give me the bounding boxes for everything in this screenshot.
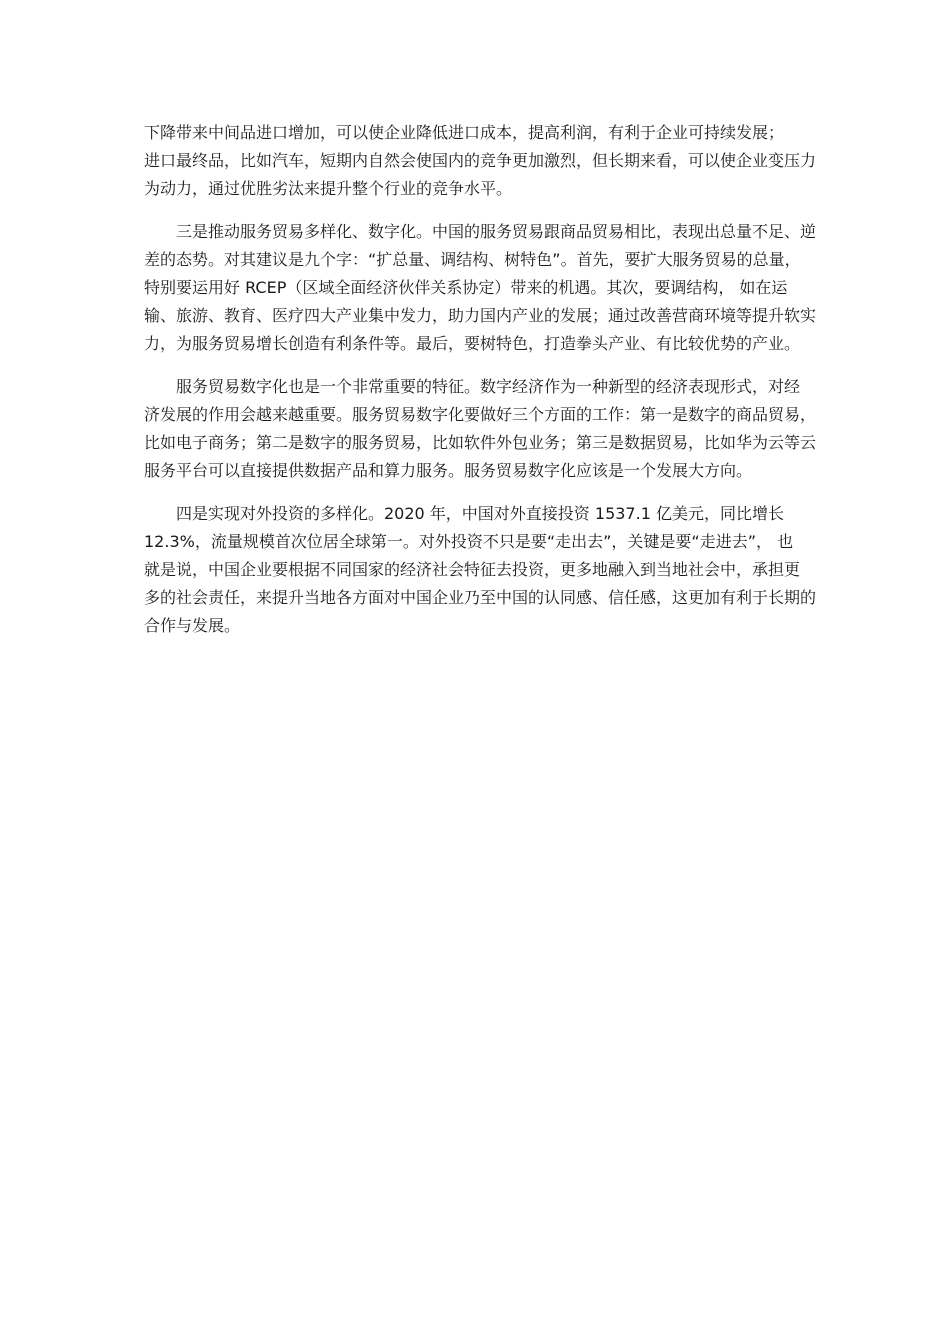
text-line: 多的社会责任，来提升当地各方面对中国企业乃至中国的认同感、信任感，这更加有利于长期的: [144, 588, 816, 607]
paragraph-4: [144, 500, 816, 640]
text-line: 四是实现对外投资的多样化。2020 年，中国对外直接投资 1537.1 亿美元，同比增长: [144, 504, 784, 523]
paragraph-3: [144, 373, 816, 485]
text-line: 特别要运用好 RCEP（区域全面经济伙伴关系协定）带来的机遇。其次，要调结构， 如在运: [144, 278, 788, 297]
text-line: 合作与发展。: [144, 616, 241, 635]
text-line: 下降带来中间品进口增加，可以使企业降低进口成本，提高利润，有利于企业可持续发展；: [144, 123, 785, 142]
text-line: 服务平台可以直接提供数据产品和算力服务。服务贸易数字化应该是一个发展大方向。: [144, 461, 753, 480]
text-line: 差的态势。对其建议是九个字：“扩总量、调结构、树特色”。首先，要扩大服务贸易的总量，: [144, 250, 801, 269]
text-line: 服务贸易数字化也是一个非常重要的特征。数字经济作为一种新型的经济表现形式，对经: [144, 377, 801, 396]
paragraph-1: [144, 119, 816, 203]
text-line: 就是说，中国企业要根据不同国家的经济社会特征去投资，更多地融入到当地社会中，承担更: [144, 560, 801, 579]
document-body: [144, 119, 816, 655]
text-line: 输、旅游、教育、医疗四大产业集中发力，助力国内产业的发展；通过改善营商环境等提升软实: [144, 306, 816, 325]
text-line: 力，为服务贸易增长创造有利条件等。最后，要树特色，打造拳头产业、有比较优势的产业。: [144, 334, 801, 353]
text-line: 为动力，通过优胜劣汰来提升整个行业的竞争水平。: [144, 179, 513, 198]
text-line: 济发展的作用会越来越重要。服务贸易数字化要做好三个方面的工作：第一是数字的商品贸易，: [144, 405, 816, 424]
text-line: 三是推动服务贸易多样化、数字化。中国的服务贸易跟商品贸易相比，表现出总量不足、逆: [144, 222, 816, 241]
paragraph-2: [144, 218, 816, 358]
text-line: 比如电子商务；第二是数字的服务贸易，比如软件外包业务；第三是数据贸易，比如华为云等云: [144, 433, 816, 452]
text-line: 进口最终品，比如汽车，短期内自然会使国内的竞争更加激烈，但长期来看，可以使企业变压力: [144, 151, 816, 170]
text-line: 12.3%，流量规模首次位居全球第一。对外投资不只是要“走出去”，关键是要“走进去”， 也: [144, 532, 794, 551]
